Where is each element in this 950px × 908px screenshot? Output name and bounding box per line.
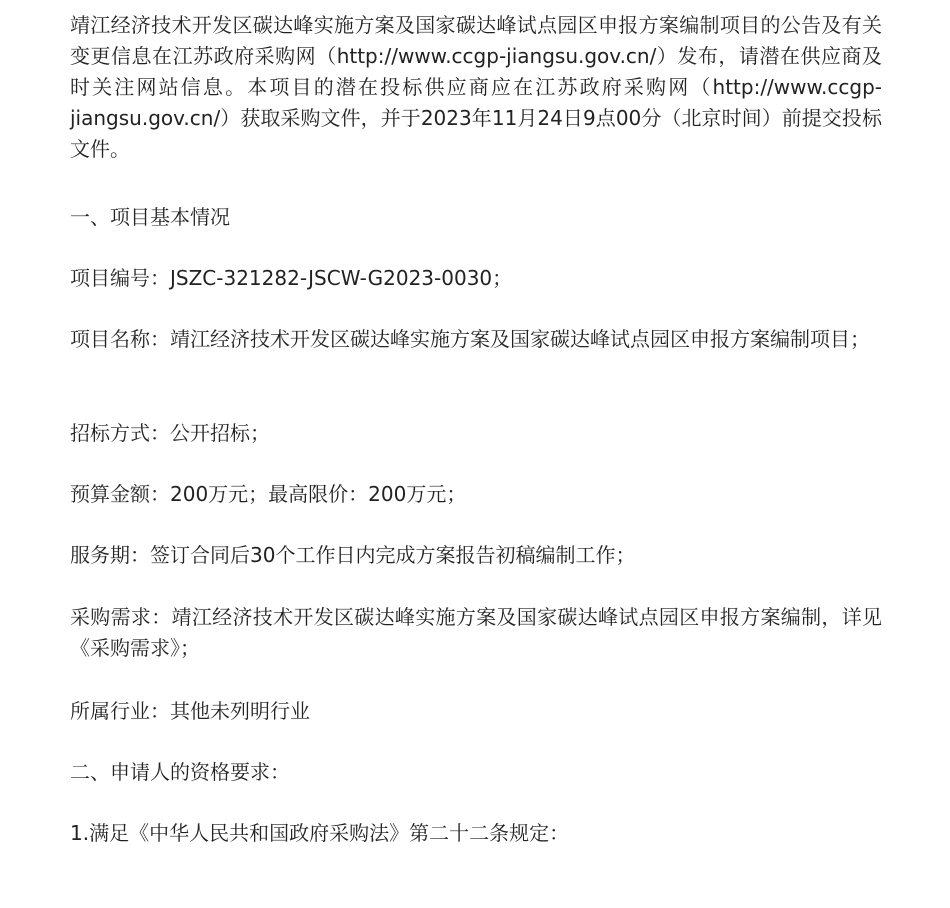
section-heading-basic-info: 一、项目基本情况 [70,205,230,229]
procurement-needs: 采购需求：靖江经济技术开发区碳达峰实施方案及国家碳达峰试点园区申报方案编制，详见《采购需求》； [70,605,882,660]
project-name: 项目名称：靖江经济技术开发区碳达峰实施方案及国家碳达峰试点园区申报方案编制项目； [70,327,870,351]
tender-method: 招标方式：公开招标； [70,421,270,445]
industry: 所属行业：其他未列明行业 [70,699,310,723]
budget-amount: 预算金额：200万元；最高限价：200万元； [70,482,467,506]
intro-paragraph: 靖江经济技术开发区碳达峰实施方案及国家碳达峰试点园区申报方案编制项目的公告及有关变更信息在江苏政府采购网（http://www.ccgp-jiangsu.gov.cn/）发布，请潜在供应商及时关注网站信息。本项目的潜在投标供应商应在江苏政府采购网（http://www.ccgp-jiangsu.gov.cn/）获取采购文件，并于2023年11月24日9点00分（北京时间）前提交投标文件。 [70,13,882,161]
qualification-requirement-1: 1.满足《中华人民共和国政府采购法》第二十二条规定： [70,821,570,845]
project-number: 项目编号：JSZC-321282-JSCW-G2023-0030； [70,266,513,290]
section-heading-qualifications: 二、申请人的资格要求： [70,760,290,784]
service-period: 服务期：签订合同后30个工作日内完成方案报告初稿编制工作； [70,543,636,567]
